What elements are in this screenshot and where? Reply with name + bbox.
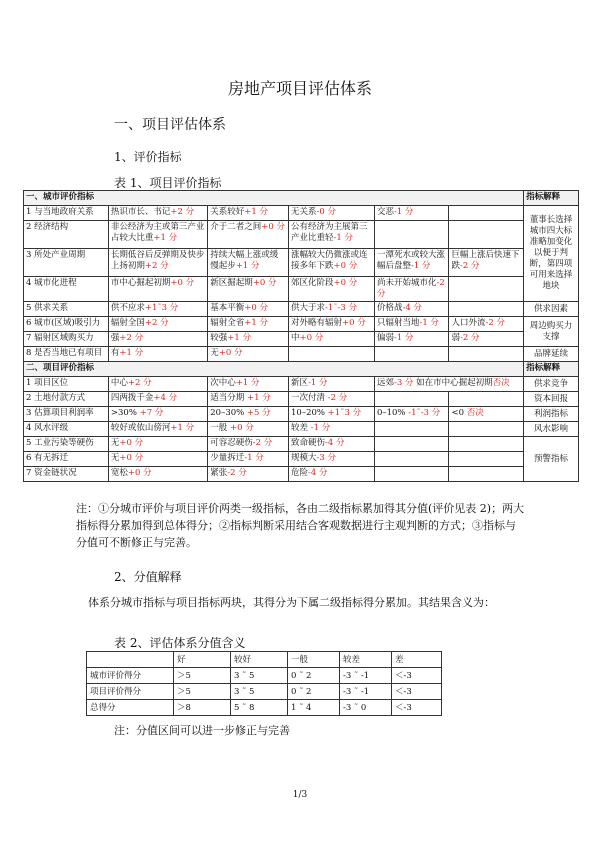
interp-cell: 风水影响 (524, 422, 579, 437)
score-cell (208, 302, 289, 317)
score-cell (108, 206, 207, 221)
score-cell (449, 392, 524, 407)
cell-text: 尚未开始城市化 (376, 278, 437, 288)
cell-text: 供不应求 (110, 303, 145, 313)
table2-caption: 表 2、评估体系分值含义 (114, 636, 246, 650)
cell-text: 辐射全国 (110, 318, 145, 328)
cell-score: +1˜3 分 (324, 408, 362, 418)
cell-text: 市中心掘起初期 (110, 278, 171, 288)
interp-cell: 利润指标 (524, 407, 579, 422)
cell-score: -1 分 (410, 261, 431, 271)
score-cell (208, 467, 289, 482)
cell-text: 四两拨千金 (110, 393, 154, 403)
table2-cell: 3 ˜ 5 (231, 668, 288, 684)
interp-cell: 周边购买力支撑 (524, 317, 579, 347)
table2-header: 一般 (288, 652, 340, 668)
score-cell (289, 437, 375, 452)
cell-score: +0 分 (252, 278, 277, 288)
table2-header: 好 (174, 652, 231, 668)
score-cell (108, 221, 207, 249)
cell-score: -3 分 (393, 378, 414, 388)
cell-score: -1 分 (308, 423, 331, 433)
cell-text: 新区 (291, 378, 309, 388)
cell-text: 一潭死水或较大涨幅后盘整 (376, 250, 445, 271)
table-row (24, 392, 579, 407)
row-label: 2 经济结构 (24, 221, 109, 249)
score-cell (289, 249, 375, 277)
score-cell (289, 206, 375, 221)
score-cell (208, 332, 289, 347)
score-cell (289, 221, 375, 249)
cell-text: 宽松 (110, 468, 128, 478)
table-row (24, 332, 579, 347)
cell-text: 介于二者之间 (210, 222, 262, 232)
table-row (24, 206, 579, 221)
score-cell (289, 302, 375, 317)
paragraph: 体系分城市指标与项目指标两块，其得分为下属二级指标得分累加。其结果含义为： (88, 596, 495, 609)
score-cell (449, 332, 524, 347)
table2-cell: ＜-3 (392, 684, 442, 700)
cell-score: -1 分 (393, 333, 414, 343)
cell-text: 涨幅较大仍微涨或连接多年下跌 (291, 250, 368, 271)
cell-score: +1 分 (119, 348, 144, 358)
table2-cell: -3 ˜ -1 (340, 668, 392, 684)
cell-score: +7 分 (136, 408, 164, 418)
cell-text: 适当分期 (210, 393, 245, 403)
cell-text: >30% (110, 408, 137, 418)
score-cell (374, 377, 523, 392)
cell-text: 关系较好 (210, 207, 245, 217)
score-cell (449, 317, 524, 332)
score-cell (374, 302, 449, 317)
cell-text: 较差 (291, 423, 309, 433)
score-cell (289, 392, 375, 407)
cell-text: 持续大幅上涨或缓慢起步 (210, 250, 279, 271)
cell-score: +0 分 (127, 468, 152, 478)
table2-header (87, 652, 174, 668)
section-row (24, 191, 579, 206)
score-cell (208, 437, 289, 452)
note-2: 注：分值区间可以进一步修正与完善 (114, 724, 290, 737)
cell-text: 公有经济为主展第三产业比重轻 (291, 222, 368, 243)
cell-score: -1˜-3 分 (325, 303, 358, 313)
score-cell (449, 452, 524, 467)
row-label: 1 与当地政府关系 (24, 206, 109, 221)
row-label: 8 是否当地已有项目 (24, 347, 109, 362)
score-cell (108, 422, 207, 437)
cell-text: 热识市长、书记 (110, 207, 171, 217)
table2-cell: ＞8 (174, 700, 231, 716)
cell-score: +1 分 (170, 423, 195, 433)
score-cell (374, 249, 449, 277)
table2-row (87, 668, 442, 684)
score-cell (374, 467, 449, 482)
score-cell (108, 392, 207, 407)
cell-text: 基本平衡 (210, 303, 245, 313)
table2-cell: ＞5 (174, 668, 231, 684)
score-cell (208, 277, 289, 302)
score-cell (374, 437, 449, 452)
cell-text: 长期低谷后反弹期及快步上扬初期 (110, 250, 205, 271)
score-cell (108, 407, 207, 422)
cell-text: 有 (110, 348, 120, 358)
table-row (24, 437, 579, 452)
score-cell (289, 467, 375, 482)
table2-cell: ＜-3 (392, 668, 442, 684)
cell-score: +1 分 (235, 378, 260, 388)
cell-score: +2 分 (119, 333, 144, 343)
score-cell (449, 221, 524, 249)
row-label: 6 城市(区域)吸引力 (24, 317, 109, 332)
score-meaning-table (86, 651, 442, 716)
score-cell (208, 347, 289, 362)
cell-score: -3 分 (316, 453, 337, 463)
table-row (24, 302, 579, 317)
score-cell (449, 249, 524, 277)
score-cell (374, 206, 449, 221)
cell-text: 弱 (451, 333, 460, 343)
score-cell (449, 206, 524, 221)
cell-score: +1˜3 分 (144, 303, 179, 313)
cell-text: 新区掘起期 (210, 278, 253, 288)
score-cell (289, 277, 375, 302)
cell-text: 20–30% (210, 408, 245, 418)
table2-cell: 0 ˜ 2 (288, 668, 340, 684)
cell-score: -0 分 (316, 207, 337, 217)
interp-cell: 预警指标 (524, 437, 579, 482)
cell-text: 次中心 (210, 378, 236, 388)
score-cell (108, 302, 207, 317)
cell-score: +0 分 (244, 303, 269, 313)
table2-cell: 1 ˜ 4 (288, 700, 340, 716)
score-cell (449, 277, 524, 302)
cell-score: -1 分 (393, 207, 414, 217)
evaluation-table (23, 190, 579, 482)
table2-cell: 5 ˜ 8 (231, 700, 288, 716)
cell-score: +0 分 (299, 333, 324, 343)
table-row (24, 249, 579, 277)
score-cell (108, 377, 207, 392)
score-cell (374, 332, 449, 347)
score-cell (108, 317, 207, 332)
cell-score: +0 分 (227, 423, 254, 433)
cell-text: 远郊 (376, 378, 394, 388)
cell-score: -1 分 (308, 378, 328, 388)
section-heading: 一、项目评估体系 (114, 117, 226, 133)
cell-text: 少量拆迁 (210, 453, 245, 463)
cell-score: +0 分 (342, 318, 366, 328)
cell-score: -4 分 (402, 303, 422, 313)
cell-text: 巨幅上涨后快速下跌 (451, 250, 520, 271)
row-label: 5 供求关系 (24, 302, 109, 317)
cell-score: +1 分 (227, 333, 252, 343)
cell-text: 紧张 (210, 468, 228, 478)
cell-score: +0 分 (261, 222, 286, 232)
table2-cell: 0 ˜ 2 (288, 684, 340, 700)
score-cell (108, 452, 207, 467)
table2-cell: ＞5 (174, 684, 231, 700)
score-cell (108, 277, 207, 302)
table2-cell: ＜-3 (392, 700, 442, 716)
cell-score: -2 分 (459, 261, 480, 271)
score-cell (108, 347, 207, 362)
table2-cell: -3 ˜ 0 (340, 700, 392, 716)
cell-score: -2 分 (227, 468, 247, 478)
table2-cell: 总得分 (87, 700, 174, 716)
score-cell (289, 422, 375, 437)
score-cell (449, 407, 524, 422)
page-number: 1/3 (292, 790, 308, 800)
cell-score: +0 分 (119, 453, 144, 463)
cell-text: 较强 (210, 333, 228, 343)
score-cell (108, 332, 207, 347)
table2-header: 差 (392, 652, 442, 668)
score-cell (108, 249, 207, 277)
interp-cell: 资本回报 (524, 392, 579, 407)
table-row (24, 422, 579, 437)
score-cell (208, 377, 289, 392)
score-cell (374, 407, 449, 422)
cell-score: -4 分 (308, 468, 328, 478)
score-cell (208, 206, 289, 221)
section-row (24, 362, 579, 377)
cell-text: 郊区化阶段 (291, 278, 334, 288)
row-label: 7 资金链状况 (24, 467, 109, 482)
cell-text: 无 (110, 438, 120, 448)
cell-score: -2 分 (325, 393, 348, 403)
score-cell (108, 467, 207, 482)
table-row (24, 347, 579, 362)
cell-extra: 如在市中心掘起初期 (413, 378, 493, 388)
table2-cell: -3 ˜ -1 (340, 684, 392, 700)
cell-score: 否决 (464, 408, 484, 418)
cell-score: +0 分 (119, 438, 144, 448)
cell-text: 危险 (291, 468, 309, 478)
score-cell (449, 347, 524, 362)
score-cell (374, 277, 449, 302)
cell-text: 中心 (110, 378, 128, 388)
cell-score: +2 分 (144, 318, 169, 328)
cell-score: +5 分 (244, 408, 271, 418)
row-label: 4 城市化进程 (24, 277, 109, 302)
cell-score: -1 分 (333, 233, 354, 243)
cell-score: +2 分 (170, 207, 195, 217)
table-row (24, 377, 579, 392)
score-cell (208, 249, 289, 277)
table2-row (87, 684, 442, 700)
score-cell (374, 392, 449, 407)
cell-text: 只辐射当地 (376, 318, 420, 328)
row-label: 1 项目区位 (24, 377, 109, 392)
section-header: 二、项目评价指标 (24, 362, 524, 377)
table2-cell: 3 ˜ 5 (231, 684, 288, 700)
cell-text: 对外略有辐射 (291, 318, 343, 328)
cell-score: +0 分 (170, 278, 195, 288)
table2-cell: 项目评价得分 (87, 684, 174, 700)
interp-header: 指标解释 (524, 191, 579, 206)
cell-text: 无 (110, 453, 120, 463)
score-cell (208, 452, 289, 467)
cell-score: -2 分 (376, 278, 445, 299)
subsection-heading: 1、评价指标 (114, 150, 182, 164)
score-cell (374, 221, 449, 249)
cell-text: 强 (110, 333, 120, 343)
cell-text: 交恶 (376, 207, 394, 217)
cell-text: 人口外流 (451, 318, 486, 328)
row-label: 4 风水评级 (24, 422, 109, 437)
score-cell (208, 422, 289, 437)
cell-text: 一次付清 (291, 393, 326, 403)
cell-score: -1 分 (419, 318, 439, 328)
table2-row (87, 700, 442, 716)
score-cell (289, 317, 375, 332)
cell-text: 中 (291, 333, 300, 343)
cell-score: +4 分 (153, 393, 178, 403)
cell-text: 致命硬伤 (291, 438, 326, 448)
page-title: 房地产项目评估体系 (227, 79, 372, 98)
score-cell (289, 347, 375, 362)
cell-score: +1 分 (244, 207, 269, 217)
score-cell (208, 407, 289, 422)
interp-cell: 品牌延续 (524, 347, 579, 362)
score-cell (289, 377, 375, 392)
table2-cell: 城市评价得分 (87, 668, 174, 684)
score-cell (208, 221, 289, 249)
cell-text: 辐射全省 (210, 318, 245, 328)
cell-score: +1 分 (244, 318, 269, 328)
cell-score: -1˜-3 分 (405, 408, 441, 418)
score-cell (208, 317, 289, 332)
cell-score: -2 分 (485, 318, 505, 328)
row-label: 5 工业污染等硬伤 (24, 437, 109, 452)
cell-text: 价格战 (376, 303, 403, 313)
table-row (24, 452, 579, 467)
score-cell (208, 392, 289, 407)
score-cell (374, 317, 449, 332)
cell-score: +0 分 (218, 348, 243, 358)
score-cell (289, 407, 375, 422)
note-1: 注：①分城市评价与项目评价两类一级指标，各由二级指标累加得其分值(评价见表 2)；两大指标得分累加得到总体得分；②指标判断采用结合客观数据进行主观判断的方式；③指标与分值可不断修正与完善。 (76, 502, 525, 549)
cell-text: 供大于求 (291, 303, 326, 313)
row-label: 3 估算项目利润率 (24, 407, 109, 422)
score-cell (289, 332, 375, 347)
score-cell (374, 422, 449, 437)
cell-score: -4 分 (325, 438, 345, 448)
table2-header-row (87, 652, 442, 668)
row-label: 7 辐射区域购买力 (24, 332, 109, 347)
cell-text: 规模大 (291, 453, 317, 463)
cell-text: <0 (451, 408, 464, 418)
cell-score: +0 分 (333, 278, 358, 288)
cell-text: 0–10% (376, 408, 406, 418)
table-row (24, 277, 579, 302)
subsection-heading-2: 2、分值解释 (114, 570, 182, 584)
cell-text: 10–20% (291, 408, 325, 418)
cell-text: 可容忍硬伤 (210, 438, 253, 448)
score-cell (108, 437, 207, 452)
table-row (24, 467, 579, 482)
cell-text: 无 (210, 348, 219, 358)
section-header: 一、城市评价指标 (24, 191, 524, 206)
score-cell (449, 467, 524, 482)
cell-text: 偏弱 (376, 333, 394, 343)
cell-score: +0 分 (333, 261, 358, 271)
interp-cell: 供求因素 (524, 302, 579, 317)
cell-score: +1 分 (244, 393, 271, 403)
score-cell (449, 302, 524, 317)
cell-score: -2 分 (459, 333, 480, 343)
score-cell (449, 422, 524, 437)
cell-text: 一般 (210, 423, 228, 433)
table-row (24, 221, 579, 249)
table-row (24, 317, 579, 332)
score-cell (374, 452, 449, 467)
cell-score: +1 分 (235, 261, 260, 271)
cell-text: 无关系 (291, 207, 317, 217)
table2-header: 较差 (340, 652, 392, 668)
cell-score: +1 分 (153, 233, 178, 243)
cell-score: +2 分 (127, 378, 152, 388)
score-cell (289, 452, 375, 467)
cell-veto: 否决 (492, 378, 510, 388)
cell-score: -2 分 (252, 438, 273, 448)
row-label: 3 所处产业周期 (24, 249, 109, 277)
table1-caption: 表 1、项目评价指标 (114, 176, 222, 190)
cell-text: 较好或依山傍河 (110, 423, 171, 433)
cell-text: 非公经济为主或第三产业占较大比重 (110, 222, 205, 243)
interp-header: 指标解释 (524, 362, 579, 377)
table-row (24, 407, 579, 422)
score-cell (449, 437, 524, 452)
cell-score: -1 分 (244, 453, 264, 463)
interp-cell: 供求竞争 (524, 377, 579, 392)
interp-cell: 董事长选择城市四大标准略加变化以便于判断，第四项可用来选择地块 (524, 206, 579, 302)
row-label: 6 有无拆迁 (24, 452, 109, 467)
cell-score: +2 分 (144, 261, 169, 271)
score-cell (374, 347, 449, 362)
table2-header: 较好 (231, 652, 288, 668)
row-label: 2 土地付款方式 (24, 392, 109, 407)
